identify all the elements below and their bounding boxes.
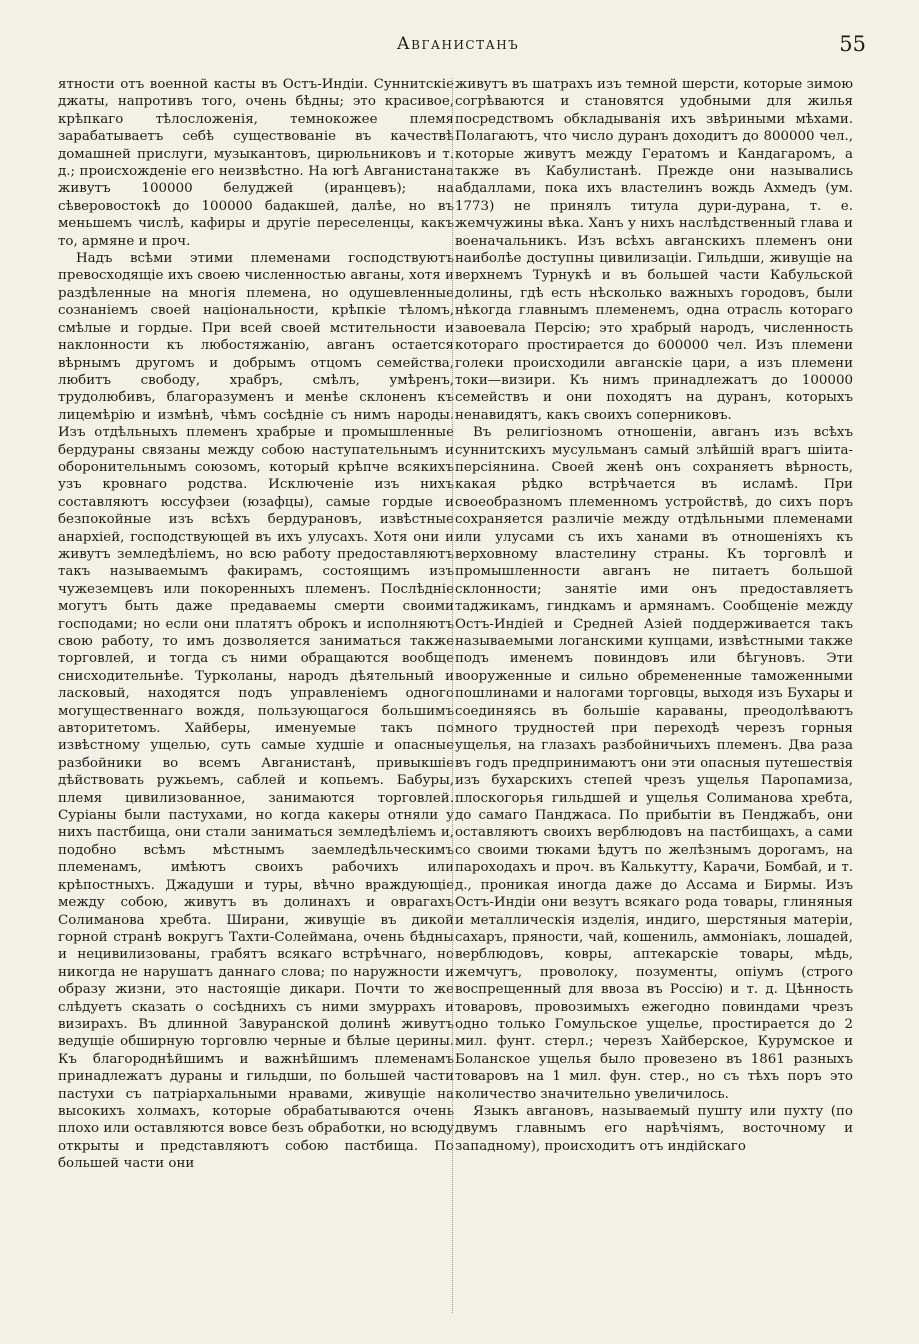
paragraph: ятности отъ военной касты въ Остъ-Индіи. Суннитскіе джаты, напротивъ того, очень бѣдны; это красивое, крѣпкаго тѣлосложенія, темнокожее племя зарабатываетъ себѣ существованіе въ качествѣ домашней прислуги, музыкантовъ, цирюльниковъ и т. д.; происхожденіе его неизвѣстно. На югѣ Авганистана живутъ 100000 белуджей (иранцевъ); на сѣверовостокѣ до 100000 бадакшей, далѣе, но въ меньшемъ числѣ, кафиры и другіе переселенцы, какъ то, армяне и проч. (58, 77, 454, 249)
paragraph: Надъ всѣми этими племенами господствуютъ превосходящіе ихъ своею численностью авганы, хотя и раздѣленные на многія племена, но одушевленные сознаніемъ своей національности, крѣпкіе тѣломъ, смѣлые и гордые. При всей своей мстительности и наклонности къ любостяжанію, авганъ остается вѣрнымъ другомъ и добрымъ отцомъ семейства, любитъ свободу, храбръ, смѣлъ, умѣренъ, трудолюбивъ, благоразуменъ и менѣе склоненъ къ лицемѣрію и измѣнѣ, чѣмъ сосѣдніе съ нимъ народы. Изъ отдѣльныхъ племенъ храбрые и промышленные бердураны связаны между собою наступательнымъ и оборонительнымъ союзомъ, который крѣпче всякихъ узъ кровнаго родства. Исключеніе изъ нихъ составляютъ юссуфзеи (юзафцы), самые гордые и безпокойные изъ всѣхъ бердурановъ, извѣстные анархіей, господствующей въ ихъ улусахъ. Хотя они и живутъ земледѣліемъ, но всю работу предоставляютъ такъ называемымъ факирамъ, состоящимъ изъ чужеземцевъ или покоренныхъ племенъ. Послѣдніе могутъ быть даже предаваемы смерти своими господами; но если они платятъ оброкъ и исполняютъ свою работу, то имъ дозволяется заниматься также торговлей, и тогда съ ними обращаются вообще снисходительнѣе. Турколаны, народъ дѣятельный и ласковый, находятся подъ управленіемъ одного могущественнаго вождя, пользующагося большимъ авторитетомъ. Хайберы, именуемые такъ по извѣстному ущелью, суть самые худшіе и опасные разбойники во всемъ Авганистанѣ, привыкшіе дѣйствовать ружьемъ, саблей и копьемъ. Бабуры, племя цивилизованное, занимаются торговлей. Суріаны были пастухами, но когда какеры отняли у нихъ пастбища, они стали заниматься земледѣліемъ и, подобно всѣмъ мѣстнымъ заемледѣльческимъ племенамъ, имѣютъ своихъ рабочихъ или крѣпостныхъ. Джадуши и туры, вѣчно враждующіе между собою, живутъ въ долинахъ и оврагахъ Солиманова хребта. Ширани, живущіе въ дикой горной странѣ вокругъ Тахти-Солеймана, очень бѣдны и нецивилизованы, грабятъ всякаго встрѣчнаго, но никогда не нарушатъ даннаго слова; по наружности и образу жизни, это настоящіе дикари. Почти то же слѣдуетъ сказать о сосѣднихъ съ ними змуррахъ и визирахъ. Въ длинной Завуранской долинѣ живутъ ведущіе обширную торговлю черные и бѣлые церины. Къ благороднѣйшимъ и важнѣйшимъ племенамъ принадлежатъ дураны и гильдши, по большей части пастухи съ патріархальными нравами, живущіе на высокихъ холмахъ, которые обрабатываются очень плохо или оставляются вовсе безъ обработки, но всюду открыты и представляютъ собою пастбища. По большей части они (58, 251, 454, 1172)
paragraph: Языкъ авгановъ, называемый пушту или пухту (по двумъ главнымъ его нарѣчіямъ, восточному и западному), происходитъ отъ индійскаго (455, 1103, 853, 1154)
right-column (455, 76, 853, 1316)
running-header (58, 32, 866, 64)
column-divider (452, 78, 453, 1313)
paragraph: Въ религіозномъ отношеніи, авганъ изъ всѣхъ суннитскихъ мусульманъ самый злѣйшій врагъ шіита-персіянина. Своей женѣ онъ сохраняетъ вѣрность, какая рѣдко встрѣчается въ исламѣ. При своеобразномъ племенномъ устройствѣ, до сихъ поръ сохраняется различіе между отдѣльными племенами или улусами съ ихъ ханами въ отношеніяхъ къ верховному властелину страны. Къ торговлѣ и промышленности авганъ не питаетъ большой склонности; занятіе ими онъ предоставляетъ таджикамъ, гиндкамъ и армянамъ. Сообщеніе между Остъ-Индіей и Средней Азіей поддерживается такъ называемыми логанскими купцами, извѣстными также подъ именемъ повиндовъ или бѣгуновъ. Эти вооруженные и сильно обремененные таможенными пошлинами и налогами торговцы, выходя изъ Бухары и соединяясь въ большіе караваны, преодолѣваютъ много трудностей при переходѣ черезъ горныя ущелья, на глазахъ разбойничьихъ племенъ. Два раза въ годъ предпринимаютъ они эти опасныя путешествія изъ бухарскихъ степей чрезъ ущелья Паропамиза, плоскогорья гильдшей и ущелья Солиманова хребта, до самаго Панджаса. По прибытіи въ Пенджабъ, они оставляютъ своихъ верблюдовъ на пастбищахъ, а сами со своими тюками ѣдутъ по желѣзнымъ дорогамъ, на пароходахъ и проч. въ Калькутту, Карачи, Бомбай, и т. д., проникая иногда даже до Ассама и Бирмы. Изъ Остъ-Индіи они везутъ всякаго рода товары, глиняныя и металлическія изделія, индиго, шерстяныя матеріи, сахаръ, пряности, чай, кошениль, аммоніакъ, лошадей, верблюдовъ, ковры, аптекарскіе товары, мѣдь, жемчугъ, проволоку, позументы, опіумъ (строго воспрещенный для ввоза въ Россію) и т. д. Цѣнность товаровъ, провозимыхъ ежегодно повиндами чрезъ одно только Гомульское ущелье, простирается до 2 мил. фунт. стерл.; черезъ Хайберское, Курумское и Боланское ущелья было провезено въ 1861 разныхъ товаровъ на 1 мил. фун. стер., но съ тѣхъ поръ это количество значительно увеличилось. (455, 425, 853, 1102)
left-column (58, 76, 454, 1316)
running-title: Авганистанъ (396, 34, 520, 54)
page-number: 55 (839, 32, 866, 56)
paragraph: живутъ въ шатрахъ изъ темной шерсти, которые зимою согрѣваются и становятся удобными для жилья посредствомъ обкладыванія ихъ звѣриными мѣхами. Полагаютъ, что число дуранъ доходитъ до 800000 чел., которые живутъ между Гератомъ и Кандагаромъ, а также въ Кабулистанѣ. Прежде они назывались абдаллами, пока ихъ властелинъ вождь Ахмедъ (ум. 1773) не принялъ титула дури-дурана, т. е. жемчужины вѣка. Ханъ у нихъ наслѣдственный глава и военачальникъ. Изъ всѣхъ авганскихъ племенъ они наиболѣе доступны цивилизаціи. Гильдши, живущіе на верхнемъ Турнукѣ и въ большей части Кабульской долины, гдѣ есть нѣсколько важныхъ городовъ, были нѣкогда главнымъ племенемъ, одна отрасль котораго завоевала Персію; это храбрый народъ, численность котораго простирается до 600000 чел. Изъ племени голеки происходили авганскіе цари, а изъ племени токи—визири. Къ нимъ принадлежатъ до 100000 семействъ и они походятъ на дуранъ, которыхъ ненавидятъ, какъ своихъ соперниковъ. (455, 77, 853, 423)
